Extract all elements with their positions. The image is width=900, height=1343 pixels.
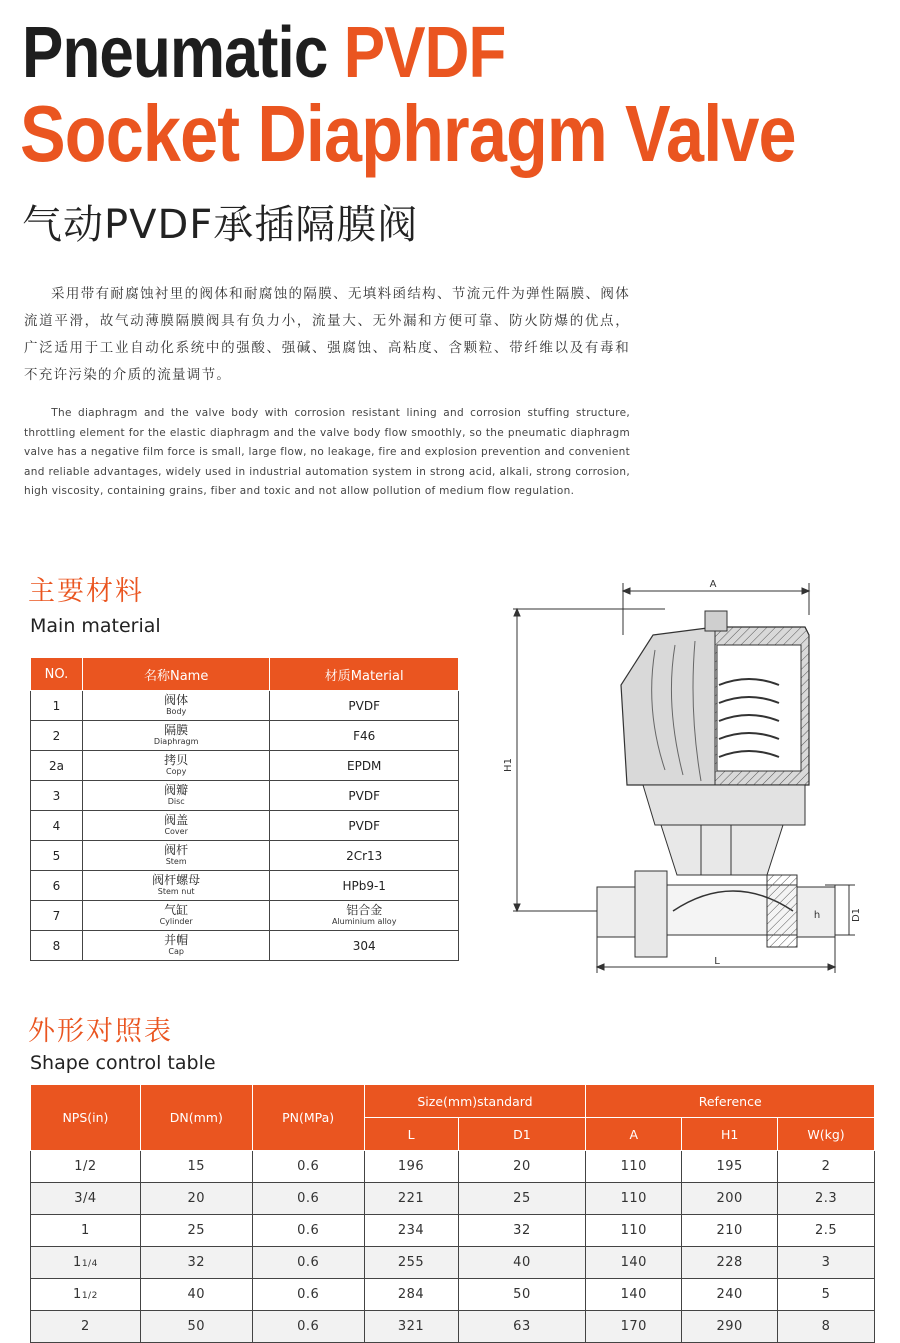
title-line-1 <box>22 14 505 92</box>
d1-cell: 63 <box>458 1311 586 1343</box>
dim-a-label: A <box>709 579 717 590</box>
nps-value: 1 <box>73 1287 82 1302</box>
material-value: 2Cr13 <box>346 848 383 863</box>
material-value: 铝合金 <box>346 903 383 917</box>
material-name-cn: 隔膜 <box>164 723 189 737</box>
material-name-cn: 阀体 <box>164 693 189 707</box>
w-cell: 2.5 <box>778 1215 875 1247</box>
material-value: F46 <box>353 728 376 743</box>
material-name <box>82 811 270 841</box>
a-cell: 110 <box>586 1215 682 1247</box>
material-value: 304 <box>352 938 376 953</box>
main-material-heading-cn: 主要材料 <box>28 576 144 607</box>
a-cell: 170 <box>586 1311 682 1343</box>
description-en: The diaphragm and the valve body with corrosion resistant lining and corrosion stuffing structure, throttling element for the elastic diaphragm and the valve body flow smoothly, so the pneumatic diaphragm valve has a negative film force is small, large flow, no leakage, fire and explosion prevention and convenient and reliable advantages, widely used in industrial automation system in strong acid, alkali, strong corrosion, high viscosity, containing grains, fiber and toxic and not allow pollution of medium flow regulation. <box>24 407 630 498</box>
shape-row <box>31 1151 875 1183</box>
h1-cell: 290 <box>682 1311 778 1343</box>
d1-cell: 25 <box>458 1183 586 1215</box>
material-cell <box>270 841 459 871</box>
material-no: 6 <box>31 871 83 901</box>
material-cell <box>270 751 459 781</box>
shape-row <box>31 1279 875 1311</box>
h1-cell: 195 <box>682 1151 778 1183</box>
material-no: 5 <box>31 841 83 871</box>
shape-row <box>31 1183 875 1215</box>
dn-cell: 25 <box>140 1215 252 1247</box>
shape-row <box>31 1311 875 1343</box>
nps-value: 1 <box>81 1223 90 1238</box>
material-name-cn: 气缸 <box>164 903 189 917</box>
material-name-en: Cover <box>164 827 188 836</box>
nps-cell <box>31 1279 141 1311</box>
material-name <box>82 781 270 811</box>
nps-cell <box>31 1247 141 1279</box>
material-name <box>82 751 270 781</box>
dn-cell: 15 <box>140 1151 252 1183</box>
dn-cell: 20 <box>140 1183 252 1215</box>
material-name <box>82 841 270 871</box>
title-line-2: Socket Diaphragm Valve <box>20 89 796 178</box>
pn-cell: 0.6 <box>252 1279 364 1311</box>
material-name-en: Disc <box>167 797 185 806</box>
material-name-en: Cap <box>168 947 184 956</box>
material-value: PVDF <box>348 818 380 833</box>
material-name <box>82 901 270 931</box>
pn-cell: 0.6 <box>252 1183 364 1215</box>
header-dn: DN(mm) <box>140 1085 252 1151</box>
material-value: HPb9-1 <box>342 878 386 893</box>
header-name: 名称Name <box>82 658 270 691</box>
w-cell: 8 <box>778 1311 875 1343</box>
header-a: A <box>586 1118 682 1151</box>
material-cell <box>270 811 459 841</box>
material-row <box>31 781 459 811</box>
material-name-cn: 阀杆 <box>164 843 189 857</box>
material-row <box>31 811 459 841</box>
pn-cell: 0.6 <box>252 1311 364 1343</box>
material-name-en: Cylinder <box>159 917 193 926</box>
dn-cell: 40 <box>140 1279 252 1311</box>
header-size-standard: Size(mm)standard <box>364 1085 586 1118</box>
material-name <box>82 721 270 751</box>
shape-row <box>31 1247 875 1279</box>
material-cell <box>270 691 459 721</box>
material-cell <box>270 931 459 961</box>
l-cell: 221 <box>364 1183 458 1215</box>
h1-cell: 228 <box>682 1247 778 1279</box>
h1-cell: 210 <box>682 1215 778 1247</box>
material-name-en: Body <box>166 707 187 716</box>
d1-cell: 32 <box>458 1215 586 1247</box>
material-row <box>31 871 459 901</box>
nps-cell <box>31 1151 141 1183</box>
pn-cell: 0.6 <box>252 1247 364 1279</box>
material-name-en: Copy <box>166 767 187 776</box>
material-cell <box>270 781 459 811</box>
d1-cell: 20 <box>458 1151 586 1183</box>
dn-cell: 50 <box>140 1311 252 1343</box>
material-no: 2a <box>31 751 83 781</box>
material-name <box>82 931 270 961</box>
material-row <box>31 751 459 781</box>
header-material: 材质Material <box>270 658 459 691</box>
w-cell: 3 <box>778 1247 875 1279</box>
material-value: EPDM <box>347 758 382 773</box>
a-cell: 110 <box>586 1183 682 1215</box>
shape-table-heading-cn: 外形对照表 <box>28 1016 173 1047</box>
w-cell: 2 <box>778 1151 875 1183</box>
material-name-cn: 阀盖 <box>164 813 189 827</box>
dn-cell: 32 <box>140 1247 252 1279</box>
l-cell: 255 <box>364 1247 458 1279</box>
header-l: L <box>364 1118 458 1151</box>
dim-d1-label: D1 <box>851 907 862 923</box>
material-value: PVDF <box>348 698 380 713</box>
header-h1: H1 <box>682 1118 778 1151</box>
nps-cell <box>31 1311 141 1343</box>
material-name-cn: 并帽 <box>164 933 189 947</box>
title-pneumatic: Pneumatic <box>22 13 344 93</box>
dim-h-label: h <box>813 910 821 921</box>
h1-cell: 240 <box>682 1279 778 1311</box>
nps-value: 1 <box>73 1255 82 1270</box>
material-cell <box>270 721 459 751</box>
shape-control-table <box>30 1084 875 1343</box>
material-cell <box>270 871 459 901</box>
nps-value: 3/4 <box>74 1191 97 1206</box>
nps-cell <box>31 1183 141 1215</box>
valve-drawing <box>505 575 875 975</box>
header-d1: D1 <box>458 1118 586 1151</box>
title-cn: 气动PVDF承插隔膜阀 <box>22 202 419 248</box>
material-name <box>82 691 270 721</box>
d1-cell: 50 <box>458 1279 586 1311</box>
header-nps: NPS(in) <box>31 1085 141 1151</box>
shape-row <box>31 1215 875 1247</box>
dim-l-label: L <box>714 956 720 967</box>
material-name-en: Stem nut <box>157 887 195 896</box>
material-name <box>82 871 270 901</box>
header-reference: Reference <box>586 1085 875 1118</box>
nps-fraction: 1/2 <box>81 1291 98 1301</box>
pn-cell: 0.6 <box>252 1151 364 1183</box>
nps-value: 1/2 <box>74 1159 97 1174</box>
main-material-table <box>30 657 459 961</box>
l-cell: 196 <box>364 1151 458 1183</box>
dim-h1-label: H1 <box>503 758 514 772</box>
description-cn: 采用带有耐腐蚀衬里的阀体和耐腐蚀的隔膜、无填料函结构、节流元件为弹性隔膜、阀体流道平滑，故气动薄膜隔膜阀具有负力小，流量大、无外漏和方便可靠、防火防爆的优点，广泛适用于工业自动化系统中的强酸、强碱、强腐蚀、高粘度、含颗粒、带纤维以及有毒和不充许污染的介质的流量调节。 <box>24 286 630 383</box>
material-value: PVDF <box>348 788 380 803</box>
header-no: NO. <box>31 658 83 691</box>
nps-value: 2 <box>81 1319 90 1334</box>
material-row <box>31 691 459 721</box>
w-cell: 5 <box>778 1279 875 1311</box>
w-cell: 2.3 <box>778 1183 875 1215</box>
material-name-en: Diaphragm <box>153 737 199 746</box>
material-row <box>31 901 459 931</box>
h1-cell: 200 <box>682 1183 778 1215</box>
material-no: 7 <box>31 901 83 931</box>
l-cell: 321 <box>364 1311 458 1343</box>
material-name-cn: 拷贝 <box>164 753 189 767</box>
material-name-cn: 阀杆螺母 <box>152 873 201 887</box>
a-cell: 140 <box>586 1247 682 1279</box>
a-cell: 110 <box>586 1151 682 1183</box>
material-no: 2 <box>31 721 83 751</box>
material-name-cn: 阀瓣 <box>164 783 189 797</box>
header-pn: PN(MPa) <box>252 1085 364 1151</box>
material-no: 4 <box>31 811 83 841</box>
d1-cell: 40 <box>458 1247 586 1279</box>
l-cell: 234 <box>364 1215 458 1247</box>
material-no: 8 <box>31 931 83 961</box>
a-cell: 140 <box>586 1279 682 1311</box>
material-row <box>31 721 459 751</box>
shape-table-heading-en: Shape control table <box>30 1052 216 1074</box>
header-w: W(kg) <box>778 1118 875 1151</box>
nps-fraction: 1/4 <box>81 1259 98 1269</box>
main-material-heading-en: Main material <box>30 615 161 637</box>
material-name-en: Stem <box>165 857 187 866</box>
material-row <box>31 841 459 871</box>
material-value-en: Aluminium alloy <box>331 917 397 926</box>
pn-cell: 0.6 <box>252 1215 364 1247</box>
material-row <box>31 931 459 961</box>
title-pvdf: PVDF <box>343 13 506 93</box>
nps-cell <box>31 1215 141 1247</box>
material-no: 3 <box>31 781 83 811</box>
l-cell: 284 <box>364 1279 458 1311</box>
material-no: 1 <box>31 691 83 721</box>
material-cell <box>270 901 459 931</box>
